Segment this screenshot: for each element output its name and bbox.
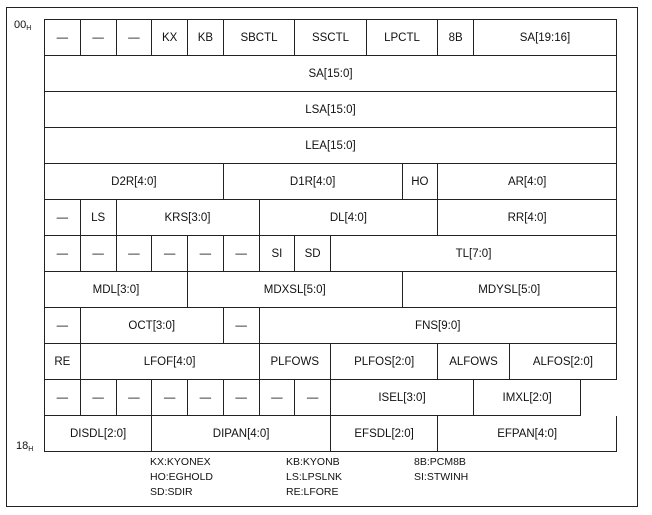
reserved-bit-field: — bbox=[45, 236, 81, 272]
bit-field: DISDL[2:0] bbox=[45, 416, 152, 452]
bit-field: ALFOS[2:0] bbox=[510, 344, 617, 380]
reserved-bit-field: — bbox=[117, 20, 153, 56]
bit-field: SD bbox=[295, 236, 331, 272]
bit-field: RR[4:0] bbox=[438, 200, 617, 236]
bit-field: PLFOS[2:0] bbox=[331, 344, 438, 380]
legend-entry: RE:LFORE bbox=[286, 486, 339, 498]
bit-field: LEA[15:0] bbox=[45, 128, 617, 164]
legend-row bbox=[150, 455, 468, 470]
reserved-bit-field: — bbox=[224, 380, 260, 416]
reserved-bit-field: — bbox=[45, 308, 81, 344]
bit-field: SBCTL bbox=[224, 20, 296, 56]
bit-field: ALFOWS bbox=[438, 344, 510, 380]
reserved-bit-field: — bbox=[260, 380, 296, 416]
start-address-label: $00_H$ bbox=[14, 19, 32, 32]
register-row bbox=[45, 416, 617, 452]
reserved-bit-field: — bbox=[152, 380, 188, 416]
reserved-bit-field: — bbox=[152, 236, 188, 272]
legend-entry: KX:KYONEX bbox=[150, 456, 211, 468]
bit-field: TL[7:0] bbox=[331, 236, 617, 272]
reserved-bit-field: — bbox=[45, 200, 81, 236]
reserved-bit-field: — bbox=[188, 236, 224, 272]
bit-field: SA[15:0] bbox=[45, 56, 617, 92]
reserved-bit-field: — bbox=[81, 380, 117, 416]
register-row bbox=[45, 308, 617, 344]
bit-field: D1R[4:0] bbox=[224, 164, 403, 200]
legend-entry: SI:STWINH bbox=[414, 471, 469, 483]
abbreviation-legend bbox=[150, 455, 468, 500]
bit-field: 8B bbox=[438, 20, 474, 56]
register-row bbox=[45, 92, 617, 128]
bit-field: KRS[3:0] bbox=[117, 200, 260, 236]
legend-entry: KB:KYONB bbox=[286, 456, 340, 468]
bit-field: KB bbox=[188, 20, 224, 56]
reserved-bit-field: — bbox=[81, 236, 117, 272]
reserved-bit-field: — bbox=[117, 236, 153, 272]
bit-field: LPCTL bbox=[367, 20, 439, 56]
bit-field: LSA[15:0] bbox=[45, 92, 617, 128]
bit-field: SSCTL bbox=[295, 20, 367, 56]
bit-field: LFOF[4:0] bbox=[81, 344, 260, 380]
register-row bbox=[45, 380, 617, 416]
bit-field: SA[19:16] bbox=[474, 20, 617, 56]
register-row bbox=[45, 20, 617, 56]
bit-field: ISEL[3:0] bbox=[331, 380, 474, 416]
bit-field: KX bbox=[152, 20, 188, 56]
bit-field: AR[4:0] bbox=[438, 164, 617, 200]
reserved-bit-field: — bbox=[224, 236, 260, 272]
reserved-bit-field: — bbox=[117, 380, 153, 416]
legend-entry: SD:SDIR bbox=[150, 486, 193, 498]
bit-field: EFSDL[2:0] bbox=[331, 416, 438, 452]
reserved-bit-field: — bbox=[45, 20, 81, 56]
bit-field: EFPAN[4:0] bbox=[438, 416, 617, 452]
bit-field: MDL[3:0] bbox=[45, 272, 188, 308]
end-address-label: $18_H$ bbox=[16, 440, 34, 453]
register-row bbox=[45, 128, 617, 164]
reserved-bit-field: — bbox=[224, 308, 260, 344]
bit-field: LS bbox=[81, 200, 117, 236]
bit-field: RE bbox=[45, 344, 81, 380]
bit-field: PLFOWS bbox=[260, 344, 332, 380]
register-row bbox=[45, 56, 617, 92]
bit-field: IMXL[2:0] bbox=[474, 380, 581, 416]
bit-field: FNS[9:0] bbox=[260, 308, 618, 344]
bit-field: MDXSL[5:0] bbox=[188, 272, 403, 308]
legend-entry: HO:EGHOLD bbox=[150, 471, 214, 483]
reserved-bit-field: — bbox=[81, 20, 117, 56]
bit-field: DL[4:0] bbox=[260, 200, 439, 236]
bit-field: DIPAN[4:0] bbox=[152, 416, 331, 452]
legend-entry: 8B:PCM8B bbox=[414, 456, 466, 468]
legend-row bbox=[150, 485, 468, 500]
bit-field: D2R[4:0] bbox=[45, 164, 224, 200]
bit-field: MDYSL[5:0] bbox=[403, 272, 618, 308]
legend-entry: LS:LPSLNK bbox=[286, 471, 343, 483]
register-row bbox=[45, 200, 617, 236]
bit-field: HO bbox=[403, 164, 439, 200]
legend-row bbox=[150, 470, 468, 485]
register-map bbox=[44, 19, 617, 452]
register-row bbox=[45, 272, 617, 308]
bit-field: OCT[3:0] bbox=[81, 308, 224, 344]
bit-field: SI bbox=[260, 236, 296, 272]
register-row bbox=[45, 164, 617, 200]
reserved-bit-field: — bbox=[45, 380, 81, 416]
register-row bbox=[45, 236, 617, 272]
reserved-bit-field: — bbox=[295, 380, 331, 416]
register-row bbox=[45, 344, 617, 380]
reserved-bit-field: — bbox=[188, 380, 224, 416]
